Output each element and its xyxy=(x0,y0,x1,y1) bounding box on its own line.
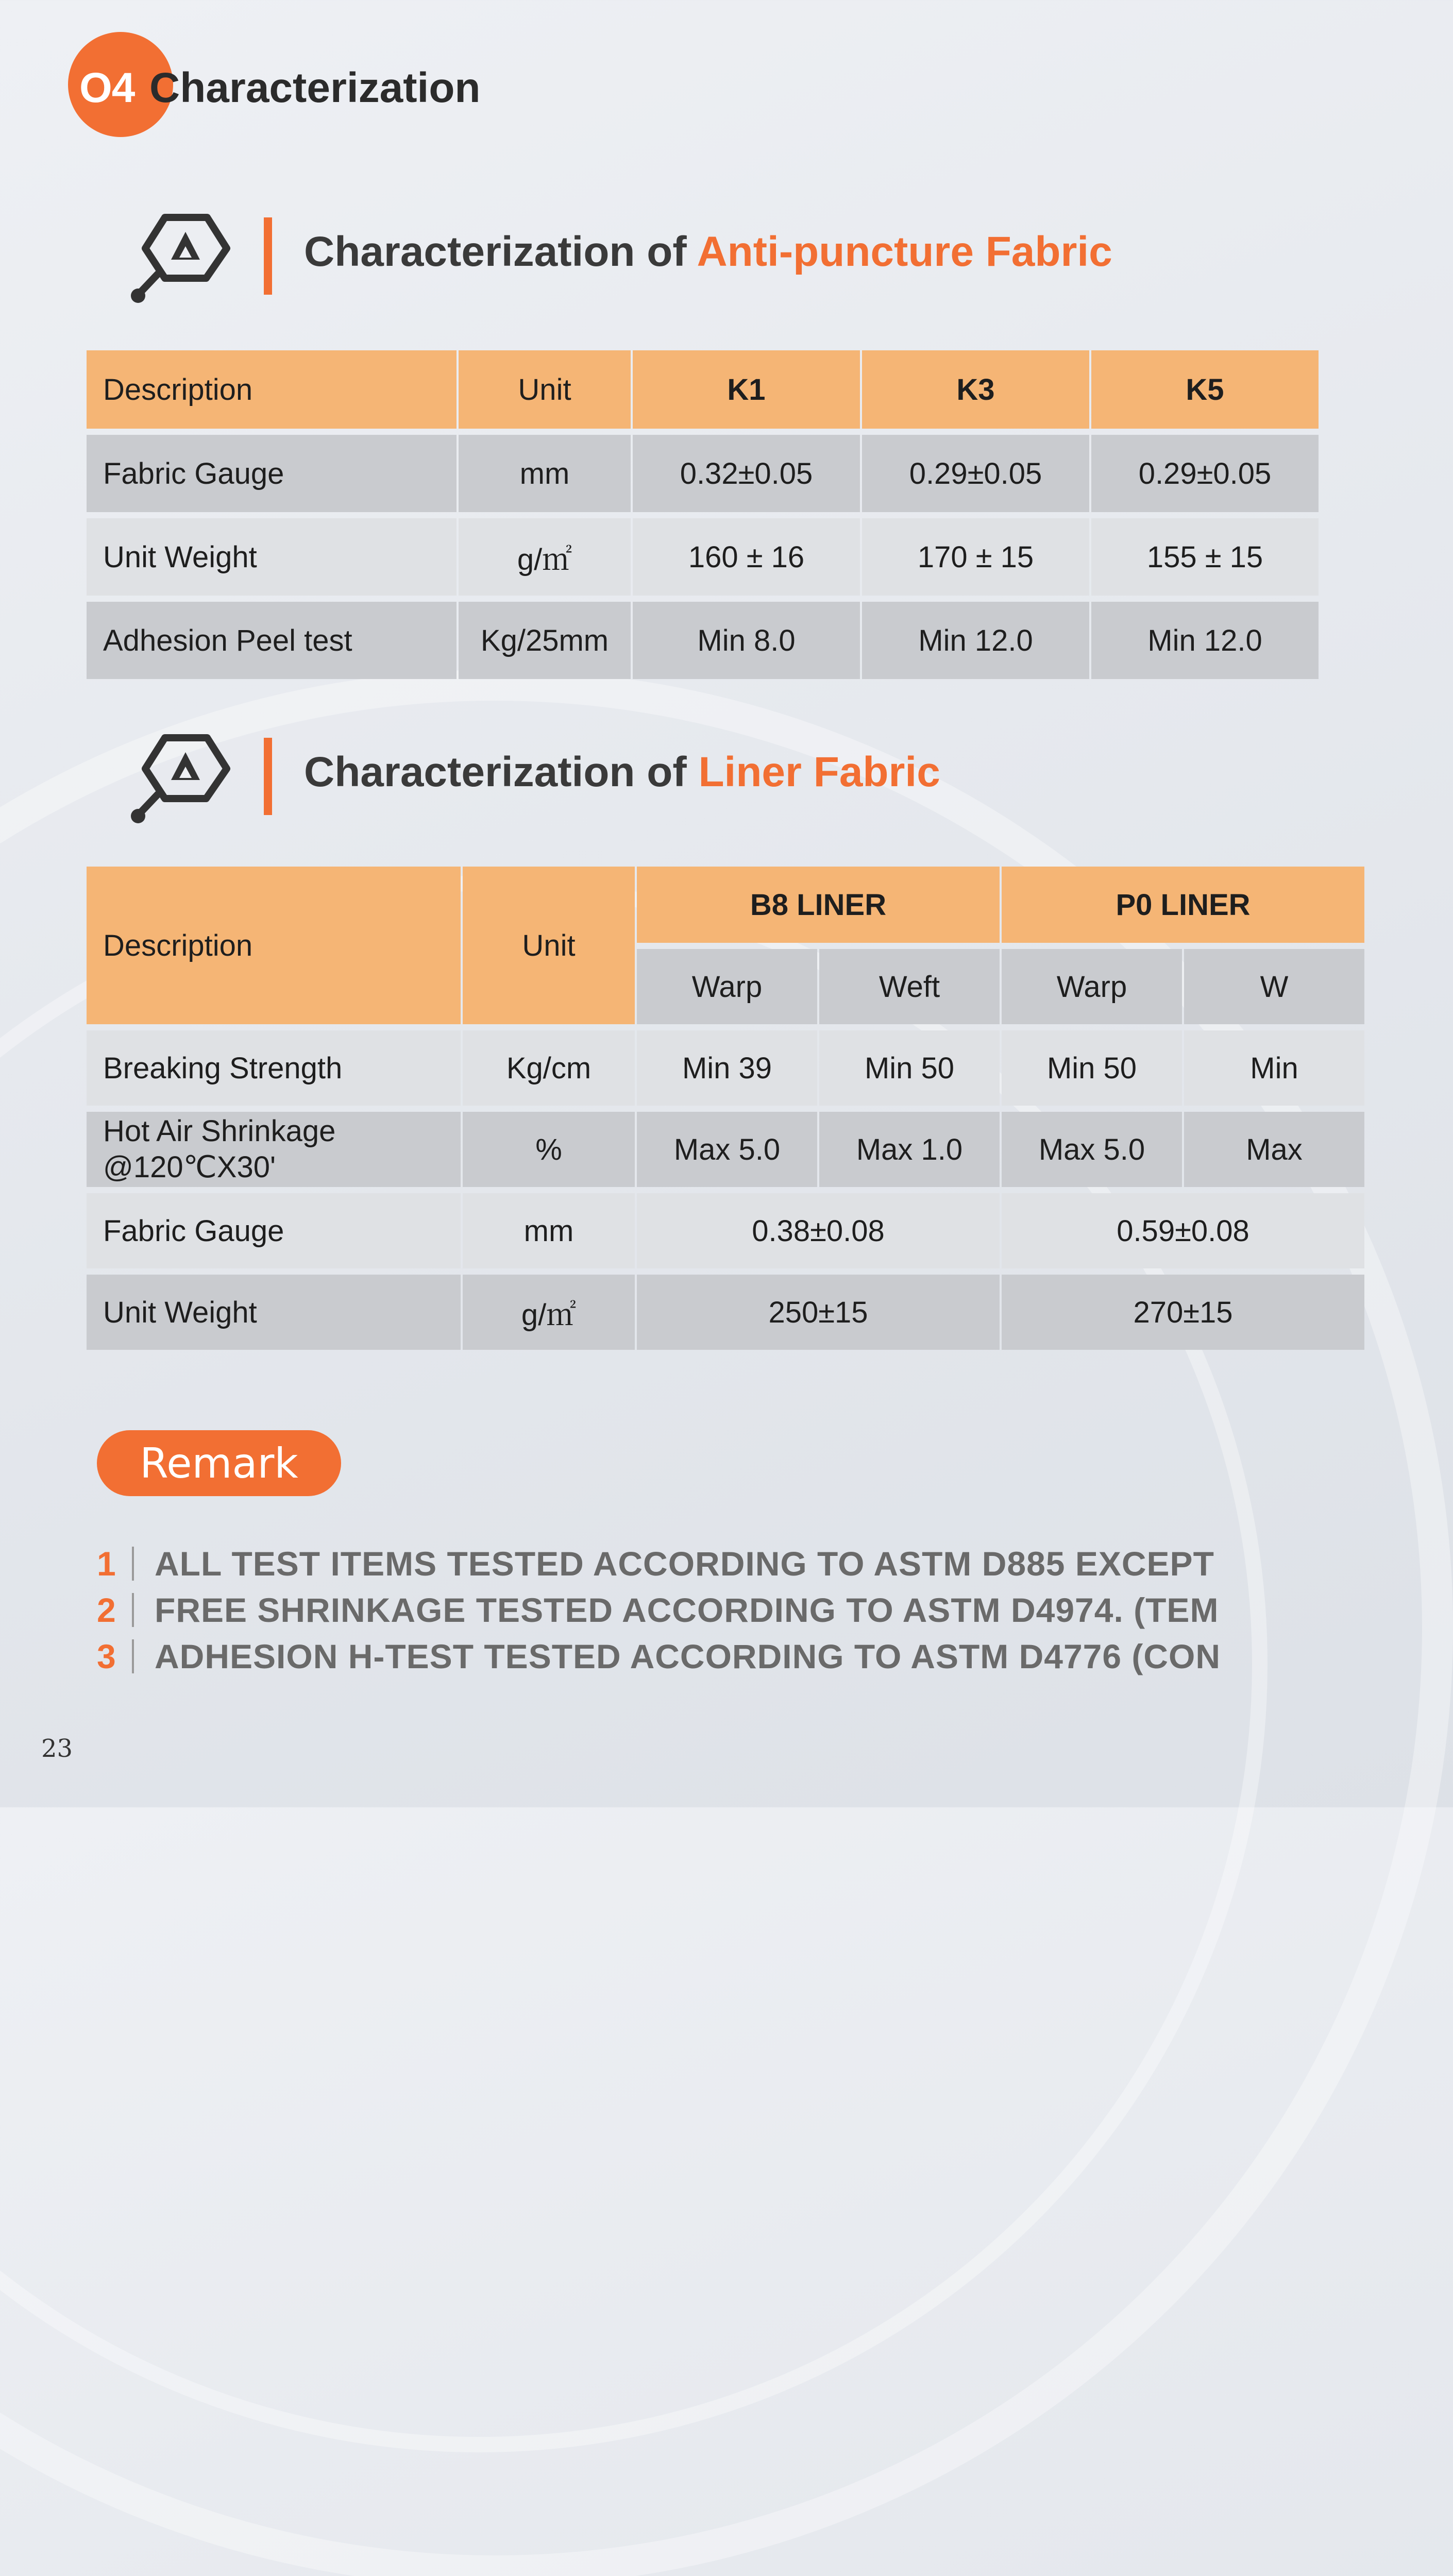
section-title-prefix: Characterization of xyxy=(304,749,699,795)
group-header: B8 LINER xyxy=(637,867,1000,943)
section-title-prefix: Characterization of xyxy=(304,228,697,275)
note-number: 2 xyxy=(97,1591,116,1629)
anti-puncture-table xyxy=(87,350,1292,679)
note-number: 3 xyxy=(97,1637,116,1675)
table-cell: 160 ± 16 xyxy=(633,518,860,596)
table-cell: 155 ± 15 xyxy=(1091,518,1319,596)
table-cell: Unit Weight xyxy=(87,518,457,596)
table-cell: 170 ± 15 xyxy=(862,518,1089,596)
subheader: W xyxy=(1184,949,1364,1024)
subheader: Warp xyxy=(1002,949,1182,1024)
table-cell: Fabric Gauge xyxy=(87,1193,461,1268)
table-cell: Min 12.0 xyxy=(862,602,1089,679)
table-cell: Min 12.0 xyxy=(1091,602,1319,679)
note-number: 1 xyxy=(97,1545,116,1583)
table-cell: Fabric Gauge xyxy=(87,435,457,512)
table-cell: Min 50 xyxy=(819,1030,1000,1106)
table-cell: Kg/25mm xyxy=(459,602,631,679)
table-cell: mm xyxy=(459,435,631,512)
column-header: Description xyxy=(87,867,461,1024)
liner-table xyxy=(87,867,1303,1350)
note-divider xyxy=(132,1639,134,1673)
subheader: Weft xyxy=(819,949,1000,1024)
table-cell: Max xyxy=(1184,1112,1364,1187)
note-divider xyxy=(132,1593,134,1627)
note-text: ADHESION H-TEST TESTED ACCORDING TO ASTM D4776 (CON xyxy=(155,1637,1221,1675)
table-cell: Hot Air Shrinkage @120℃X30' xyxy=(87,1112,461,1187)
page-number: 23 xyxy=(41,1734,73,1763)
table-cell: 0.38±0.08 xyxy=(637,1193,1000,1268)
table-cell: Min xyxy=(1184,1030,1364,1106)
table-cell: 0.29±0.05 xyxy=(1091,435,1319,512)
remark-badge: Remark xyxy=(97,1430,341,1496)
column-header: K5 xyxy=(1091,350,1319,429)
list-item xyxy=(97,1633,1278,1680)
column-header: Unit xyxy=(459,350,631,429)
section-title-accent: Anti-puncture Fabric xyxy=(697,228,1112,275)
list-item xyxy=(97,1587,1278,1633)
page-title: Characterization xyxy=(149,64,481,111)
remark-notes xyxy=(97,1540,1278,1680)
table-cell: Max 5.0 xyxy=(1002,1112,1182,1187)
section-divider-bar xyxy=(264,738,272,815)
section-title xyxy=(304,228,1112,276)
table-cell: Min 8.0 xyxy=(633,602,860,679)
table-cell: Breaking Strength xyxy=(87,1030,461,1106)
table-cell: Max 1.0 xyxy=(819,1112,1000,1187)
table-cell: Unit Weight xyxy=(87,1275,461,1350)
table-cell: 250±15 xyxy=(637,1275,1000,1350)
magnifier-triangle-icon xyxy=(129,726,232,829)
section-heading-liner xyxy=(129,726,1278,829)
section-divider-bar xyxy=(264,217,272,295)
table-cell: mm xyxy=(463,1193,635,1268)
table-cell: 0.32±0.05 xyxy=(633,435,860,512)
table-cell: Max 5.0 xyxy=(637,1112,817,1187)
column-header: Description xyxy=(87,350,457,429)
table-cell: g/㎡ xyxy=(463,1275,635,1350)
note-text: ALL TEST ITEMS TESTED ACCORDING TO ASTM D885 EXCEPT xyxy=(155,1545,1214,1583)
table-cell: 0.29±0.05 xyxy=(862,435,1089,512)
column-header: K1 xyxy=(633,350,860,429)
table-cell: 0.59±0.08 xyxy=(1002,1193,1364,1268)
table-cell: Kg/cm xyxy=(463,1030,635,1106)
magnifier-triangle-icon xyxy=(129,206,232,309)
group-header: P0 LINER xyxy=(1002,867,1364,943)
header-number: O4 xyxy=(79,64,135,111)
table-cell: % xyxy=(463,1112,635,1187)
section-title-accent: Liner Fabric xyxy=(698,749,940,795)
section-heading-anti-puncture xyxy=(129,206,1278,309)
list-item xyxy=(97,1540,1278,1587)
table-cell: Min 39 xyxy=(637,1030,817,1106)
note-text: FREE SHRINKAGE TESTED ACCORDING TO ASTM D4974. (TEM xyxy=(155,1591,1219,1629)
section-title xyxy=(304,748,940,796)
table-cell: Adhesion Peel test xyxy=(87,602,457,679)
column-header: Unit xyxy=(463,867,635,1024)
table-cell: g/㎡ xyxy=(459,518,631,596)
note-divider xyxy=(132,1547,134,1581)
table-cell: Min 50 xyxy=(1002,1030,1182,1106)
column-header: K3 xyxy=(862,350,1089,429)
subheader: Warp xyxy=(637,949,817,1024)
table-cell: 270±15 xyxy=(1002,1275,1364,1350)
